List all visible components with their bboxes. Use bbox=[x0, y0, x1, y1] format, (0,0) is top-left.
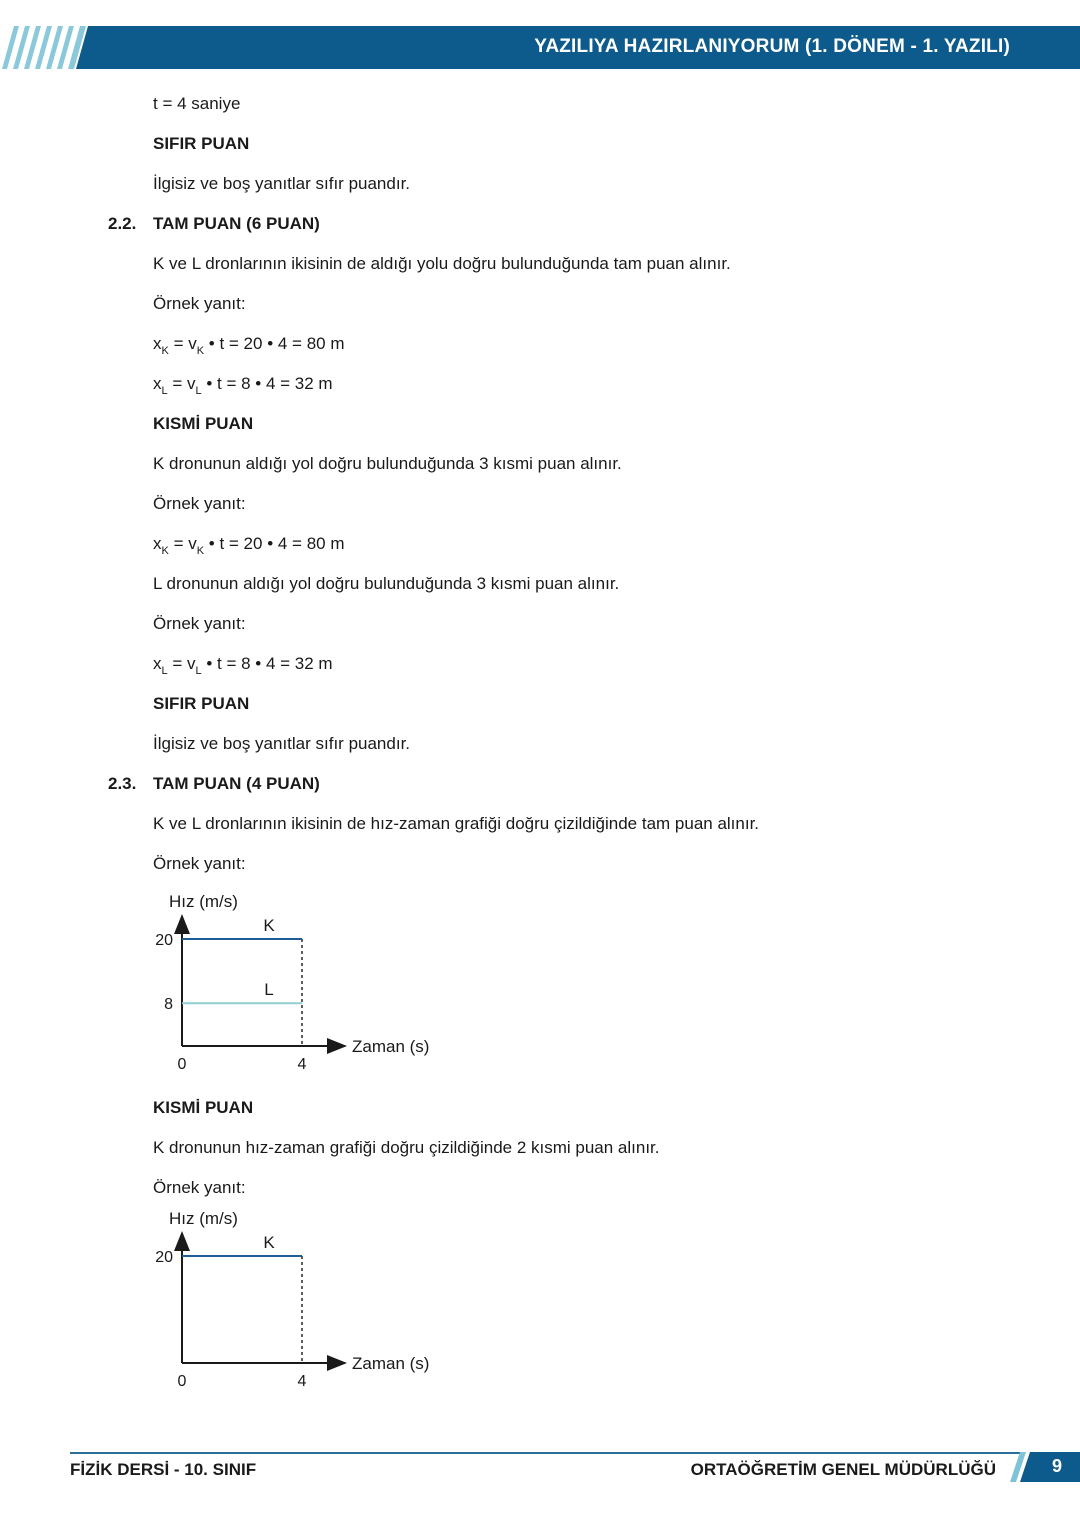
velocity-time-graph-k bbox=[140, 1205, 460, 1397]
tam-puan-title-2-2: TAM PUAN (6 PUAN) bbox=[153, 214, 320, 233]
x-tick-label: 0 bbox=[177, 1373, 187, 1390]
footer-course: FİZİK DERSİ - 10. SINIF bbox=[70, 1460, 257, 1479]
velocity-time-graph-k-l bbox=[140, 888, 460, 1080]
y-axis-label: Hız (m/s) bbox=[169, 1209, 238, 1228]
sifir-puan-text: İlgisiz ve boş yanıtlar sıfır puandır. bbox=[153, 174, 411, 193]
kismi-puan-l-text: L dronunun aldığı yol doğru bulunduğunda 3 kısmi puan alınır. bbox=[153, 574, 620, 593]
x-tick-label: 4 bbox=[297, 1056, 307, 1073]
page-number-badge bbox=[1010, 1452, 1080, 1482]
footer-institution: ORTAÖĞRETİM GENEL MÜDÜRLÜĞÜ bbox=[690, 1460, 996, 1479]
section-number-2-3: 2.3. bbox=[108, 774, 137, 793]
ornek-yanit: Örnek yanıt: bbox=[153, 294, 246, 313]
y-tick-label: 20 bbox=[155, 1249, 173, 1266]
ornek-yanit: Örnek yanıt: bbox=[153, 494, 246, 513]
kismi-puan-text: K dronunun hız-zaman grafiği doğru çizildiğinde 2 kısmi puan alınır. bbox=[153, 1138, 660, 1157]
x-tick-label: 0 bbox=[177, 1056, 187, 1073]
sifir-puan-text: İlgisiz ve boş yanıtlar sıfır puandır. bbox=[153, 734, 411, 753]
equation-xk: $x_K = v_K$ • t = 20 • 4 = 80 m bbox=[153, 334, 345, 357]
section-number-2-2: 2.2. bbox=[108, 214, 137, 233]
t-line: t = 4 saniye bbox=[153, 94, 241, 113]
header-title: YAZILIYA HAZIRLANIYORUM (1. DÖNEM - 1. YAZILI) bbox=[534, 36, 1010, 57]
page-number: 9 bbox=[1051, 1456, 1062, 1476]
equation-xk: $x_K = v_K$ • t = 20 • 4 = 80 m bbox=[153, 534, 345, 557]
equation-xl: $x_L = v_L$ • t = 8 • 4 = 32 m bbox=[153, 374, 333, 397]
ornek-yanit: Örnek yanıt: bbox=[153, 614, 246, 633]
tam-puan-text-2-2: K ve L dronlarının ikisinin de aldığı yolu doğru bulunduğunda tam puan alınır. bbox=[153, 254, 731, 273]
footer-divider bbox=[70, 1452, 1020, 1454]
series-label-k: K bbox=[263, 1233, 275, 1252]
y-tick-label: 8 bbox=[164, 996, 173, 1014]
ornek-yanit: Örnek yanıt: bbox=[153, 854, 246, 873]
series-label-l: L bbox=[264, 980, 274, 1000]
kismi-puan-title: KISMİ PUAN bbox=[153, 414, 254, 433]
x-axis-label: Zaman (s) bbox=[352, 1037, 430, 1056]
sifir-puan-title: SIFIR PUAN bbox=[153, 694, 250, 713]
series-label-k: K bbox=[263, 916, 275, 935]
y-tick-label: 20 bbox=[155, 932, 173, 949]
equation-xl: $x_L = v_L$ • t = 8 • 4 = 32 m bbox=[153, 654, 333, 677]
kismi-puan-k-text: K dronunun aldığı yol doğru bulunduğunda 3 kısmi puan alınır. bbox=[153, 454, 622, 473]
y-axis-label: Hız (m/s) bbox=[169, 892, 238, 911]
x-tick-label: 4 bbox=[297, 1373, 307, 1390]
x-axis-label: Zaman (s) bbox=[352, 1354, 430, 1373]
tam-puan-text-2-3: K ve L dronlarının ikisinin de hız-zaman grafiği doğru çizildiğinde tam puan alınır. bbox=[153, 814, 760, 833]
sifir-puan-title: SIFIR PUAN bbox=[153, 134, 250, 153]
kismi-puan-title: KISMİ PUAN bbox=[153, 1098, 254, 1117]
ornek-yanit: Örnek yanıt: bbox=[153, 1178, 246, 1197]
tam-puan-title-2-3: TAM PUAN (4 PUAN) bbox=[153, 774, 320, 793]
